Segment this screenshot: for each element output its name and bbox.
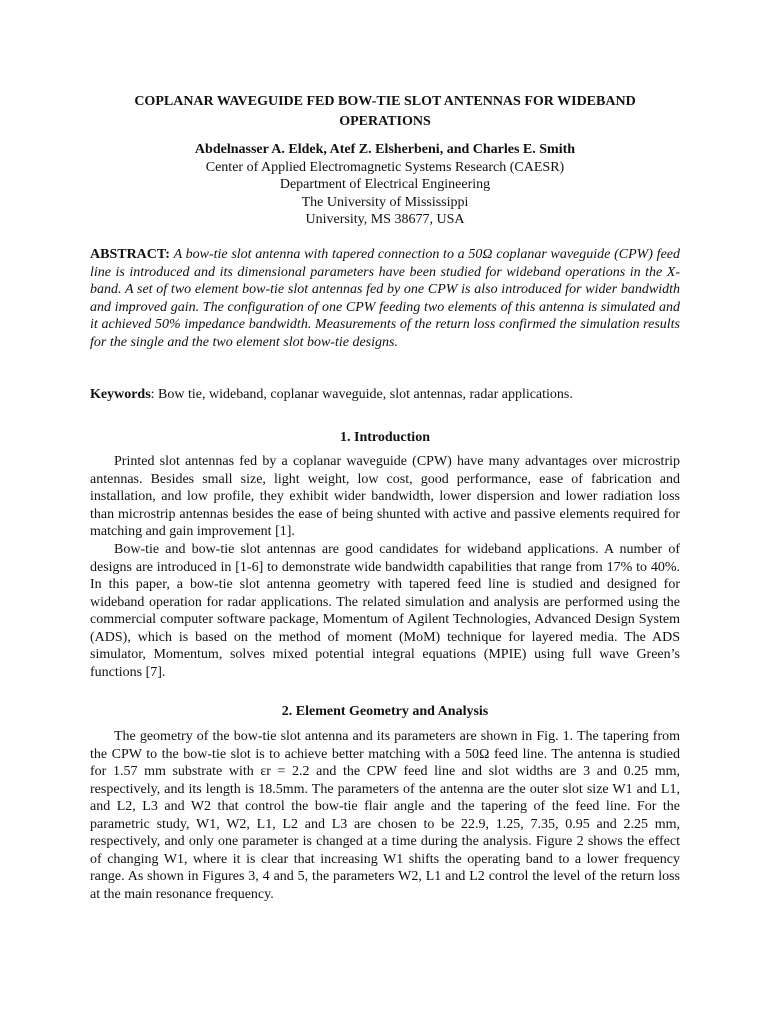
affiliation-line-2: Department of Electrical Engineering	[279, 177, 491, 192]
affiliation-line-3: The University of Mississippi	[301, 194, 469, 210]
geometry-paragraph-1: The geometry of the bow-tie slot antenna and its parameters are shown in Fig. 1. The tapering from the CPW to the bow-tie slot is to achieve better matching with a 50Ω feed line. The antenna is studied for 1.57 mm substrate with εr = 2.2 and the CPW feed line and slot widths are 3 and 0.25 mm, respectively, and its length is 18.5mm. The parameters of the antenna are the outer slot size W1 and L1, and L2, L3 and W2 that control the bow-tie flair angle and the tapering of the feed line. For the parametric study, W1, W2, L1, L2 and L3 are chosen to be 22.9, 1.25, 7.35, 0.95 and 2.25 mm, respectively, and only one parameter is changed at a time during the analysis. Figure 2 shows the effect of changing W1, where it is clear that increasing W1 shifts the operating band to a lower frequency range. As shown in Figures 3, 4 and 5, the parameters W2, L1 and L2 control the level of the return loss at the main resonance frequency.	[90, 729, 680, 902]
affiliation-line-4: University, MS 38677, USA	[305, 212, 465, 227]
author-block	[90, 141, 680, 229]
keywords-label: Keywords	[90, 387, 151, 402]
introduction-paragraph-2: Bow-tie and bow-tie slot antennas are good candidates for wideband applications. A number of designs are introduced in [1-6] to demonstrate wide bandwidth capabilities that range from 17% to 40%. In this paper, a bow-tie slot antenna geometry with tapered feed line is studied and designed for wideband operation for radar applications. The related simulation and analysis are performed using the commercial computer software package, Momentum of Agilent Technologies, Advanced Design System (ADS), which is based on the method of moment (MoM) technique for layered media. The ADS simulator, Momentum, solves mixed potential integral equations (MPIE) using full wave Green’s functions [7].	[90, 542, 680, 680]
title-line-2: OPERATIONS	[339, 114, 431, 129]
abstract	[90, 246, 680, 351]
title-line-1: COPLANAR WAVEGUIDE FED BOW-TIE SLOT ANTENNAS FOR WIDEBAND	[134, 94, 636, 109]
author-names: Abdelnasser A. Eldek, Atef Z. Elsherbeni, and Charles E. Smith	[194, 142, 576, 157]
affiliation-line-1: Center of Applied Electromagnetic Systems Research (CAESR)	[205, 159, 565, 175]
abstract-label: ABSTRACT:	[90, 247, 170, 262]
keywords-text: : Bow tie, wideband, coplanar waveguide, slot antennas, radar applications.	[150, 387, 573, 402]
paper-title	[90, 92, 680, 132]
section-heading-introduction: 1. Introduction	[340, 430, 430, 445]
abstract-text: A bow-tie slot antenna with tapered connection to a 50Ω coplanar waveguide (CPW) feed line is introduced and its dimensional parameters have been studied for wideband operations in the X-band. A set of two element bow-tie slot antennas fed by one CPW is also introduced for wider bandwidth and improved gain. The configuration of one CPW feeding two elements of this antenna is simulated and it achieved 50% impedance bandwidth. Measurements of the return loss confirmed the simulation results for the single and the two element slot bow-tie designs.	[90, 247, 681, 350]
introduction-paragraph-1: Printed slot antennas fed by a coplanar waveguide (CPW) have many advantages over microstrip antennas. Besides small size, light weight, low cost, good performance, ease of fabrication and installation, and low profile, they exhibit wider bandwidth, lower dispersion and lower radiation loss than microstrip antennas besides the ease of being shunted with active and passive elements required for matching and gain improvement [1].	[90, 454, 680, 539]
section-heading-geometry: 2. Element Geometry and Analysis	[281, 704, 489, 719]
keywords	[90, 386, 680, 404]
